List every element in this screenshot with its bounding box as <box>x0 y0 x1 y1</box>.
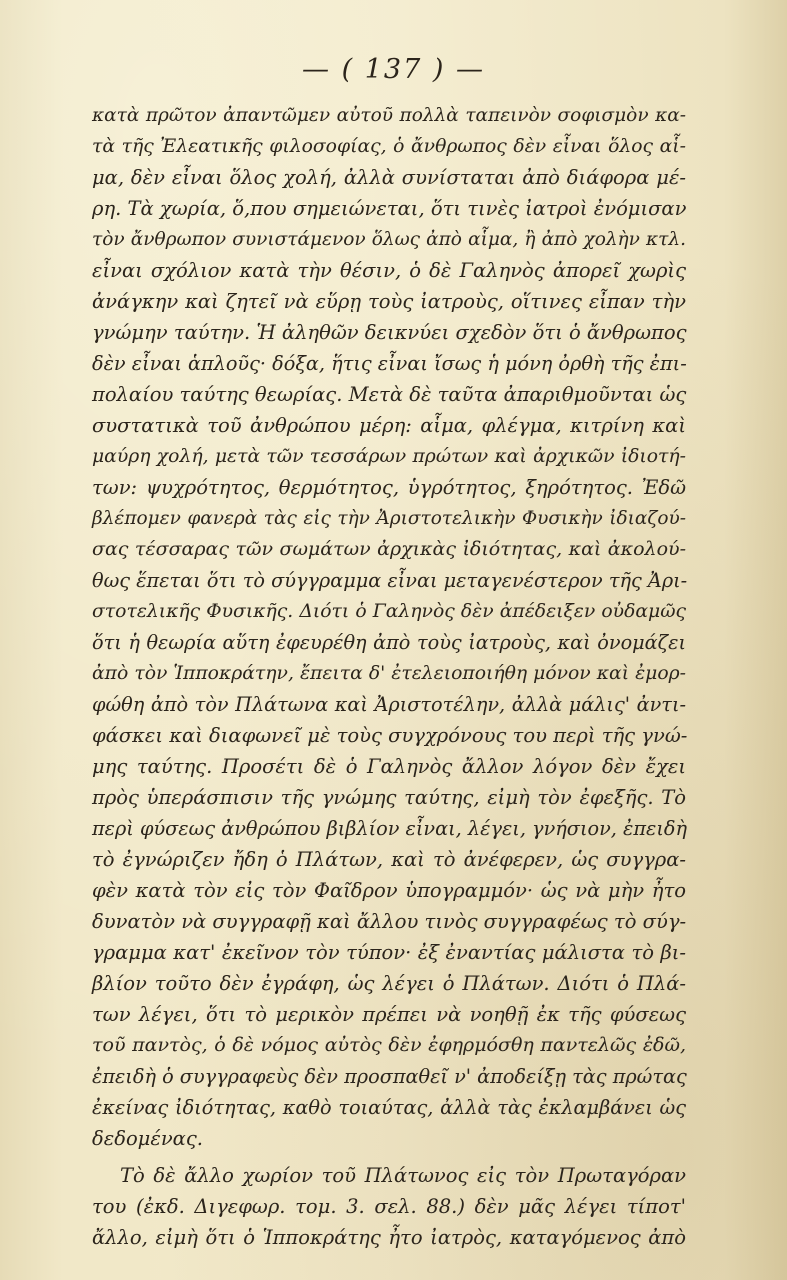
text-line: εἶναι σχόλιον κατὰ τὴν θέσιν, ὁ δὲ Γαληνὸς ἀπορεῖ χωρὶς <box>92 259 686 282</box>
body-text <box>92 100 686 1253</box>
text-line: φάσκει καὶ διαφωνεῖ μὲ τοὺς συγχρόνους του περὶ τῆς γνώ- <box>92 724 688 747</box>
text-line: δυνατὸν νὰ συγγραφῇ καὶ ἄλλου τινὸς συγγραφέως τὸ σύγ- <box>92 910 687 933</box>
page-number: — ( 137 ) — <box>302 54 485 85</box>
text-line: πρὸς ὑπεράσπισιν τῆς γνώμης ταύτης, εἰμὴ τὸν ἐφεξῆς. Τὸ <box>92 786 686 809</box>
text-line: στοτελικῆς Φυσικῆς. Διότι ὁ Γαληνὸς δὲν ἀπέδειξεν οὐδαμῶς <box>92 601 686 622</box>
text-line: ἐκείνας ἰδιότητας, καθὸ τοιαύτας, ἀλλὰ τὰς ἐκλαμβάνει ὡς <box>92 1096 686 1119</box>
text-line: μαύρη χολή, μετὰ τῶν τεσσάρων πρώτων καὶ ἀρχικῶν ἰδιοτή- <box>92 446 686 467</box>
paragraph-1 <box>92 100 686 1154</box>
text-line: ὅτι ἡ θεωρία αὕτη ἐφευρέθη ἀπὸ τοὺς ἰατροὺς, καὶ ὀνομάζει <box>92 631 686 654</box>
text-line: δεδομένας. <box>92 1127 203 1150</box>
text-line: περὶ φύσεως ἀνθρώπου βιβλίον εἶναι, λέγει, γνήσιον, ἐπειδὴ <box>92 817 688 840</box>
text-line: ἐπειδὴ ὁ συγγραφεὺς δὲν προσπαθεῖ ν' ἀποδείξῃ τὰς πρώτας <box>92 1065 687 1088</box>
text-line: γνώμην ταύτην. Ἡ ἀληθῶν δεικνύει σχεδὸν ὅτι ὁ ἄνθρωπος <box>92 321 687 344</box>
text-line: του (ἐκδ. Διγεφωρ. τομ. 3. σελ. 88.) δὲν μᾶς λέγει τίποτ' <box>92 1195 686 1218</box>
text-line: βλίον τοῦτο δὲν ἐγράφη, ὡς λέγει ὁ Πλάτων. Διότι ὁ Πλά- <box>92 972 686 995</box>
text-line: ρη. Τὰ χωρία, ὅ,που σημειώνεται, ὅτι τινὲς ἰατροὶ ἐνόμισαν <box>92 197 687 220</box>
text-line: δὲν εἶναι ἁπλοῦς· δόξα, ἥτις εἶναι ἴσως ἡ μόνη ὀρθὴ τῆς ἐπι- <box>92 352 687 375</box>
text-line: ἀπὸ τὸν Ἱπποκράτην, ἔπειτα δ' ἐτελειοποιήθη μόνον καὶ ἐμορ- <box>92 663 686 684</box>
text-line: σας τέσσαρας τῶν σωμάτων ἀρχικὰς ἰδιότητας, καὶ ἀκολού- <box>92 538 686 560</box>
text-line: κατὰ πρῶτον ἀπαντῶμεν αὐτοῦ πολλὰ ταπεινὸν σοφισμὸν κα- <box>92 105 686 126</box>
text-line: μης ταύτης. Προσέτι δὲ ὁ Γαληνὸς ἄλλον λόγον δὲν ἔχει <box>92 755 686 778</box>
text-line: των: ψυχρότητος, θερμότητος, ὑγρότητος, ξηρότητος. Ἐδῶ <box>92 476 686 499</box>
text-line: θως ἕπεται ὅτι τὸ σύγγραμμα εἶναι μεταγενέστερον τῆς Ἀρι- <box>92 569 688 592</box>
text-line: γραμμα κατ' ἐκεῖνον τὸν τύπον· ἐξ ἐναντίας μάλιστα τὸ βι- <box>92 941 686 964</box>
text-line: των λέγει, ὅτι τὸ μερικὸν πρέπει νὰ νοηθῇ ἐκ τῆς φύσεως <box>92 1003 686 1026</box>
text-line: πολαίου ταύτης θεωρίας. Μετὰ δὲ ταῦτα ἀπαριθμοῦνται ὡς <box>92 383 687 406</box>
text-line: μα, δὲν εἶναι ὅλος χολή, ἀλλὰ συνίσταται ἀπὸ διάφορα μέ- <box>92 166 686 189</box>
text-line: ἄλλο, εἰμὴ ὅτι ὁ Ἱπποκράτης ἦτο ἰατρὸς, καταγόμενος ἀπὸ <box>92 1226 686 1249</box>
text-line: τὸ ἐγνώριζεν ἤδη ὁ Πλάτων, καὶ τὸ ἀνέφερεν, ὡς συγγρα- <box>92 848 686 871</box>
text-line: τοῦ παντὸς, ὁ δὲ νόμος αὐτὸς δὲν ἐφηρμόσθη παντελῶς ἐδῶ, <box>92 1034 686 1056</box>
text-line: Τὸ δὲ ἄλλο χωρίον τοῦ Πλάτωνος εἰς τὸν Πρωταγόραν <box>120 1164 686 1187</box>
text-line: ἀνάγκην καὶ ζητεῖ νὰ εὕρῃ τοὺς ἰατροὺς, οἵτινες εἶπαν τὴν <box>92 290 686 313</box>
text-line: βλέπομεν φανερὰ τὰς εἰς τὴν Ἀριστοτελικὴν Φυσικὴν ἰδιαζού- <box>92 508 686 529</box>
text-line: φώθη ἀπὸ τὸν Πλάτωνα καὶ Ἀριστοτέλην, ἀλλὰ μάλις' ἀντι- <box>92 693 686 716</box>
text-line: φὲν κατὰ τὸν εἰς τὸν Φαῖδρον ὑπογραμμόν· ὡς νὰ μὴν ἦτο <box>92 879 686 902</box>
text-line: τὸν ἄνθρωπον συνιστάμενον ὅλως ἀπὸ αἷμα, ἢ ἀπὸ χολὴν κτλ. <box>92 229 686 250</box>
paragraph-2 <box>92 1160 686 1253</box>
text-line: τὰ τῆς Ἐλεατικῆς φιλοσοφίας, ὁ ἄνθρωπος δὲν εἶναι ὅλος αἷ- <box>92 136 686 157</box>
text-line: συστατικὰ τοῦ ἀνθρώπου μέρη: αἷμα, φλέγμα, κιτρίνη καὶ <box>92 414 686 437</box>
